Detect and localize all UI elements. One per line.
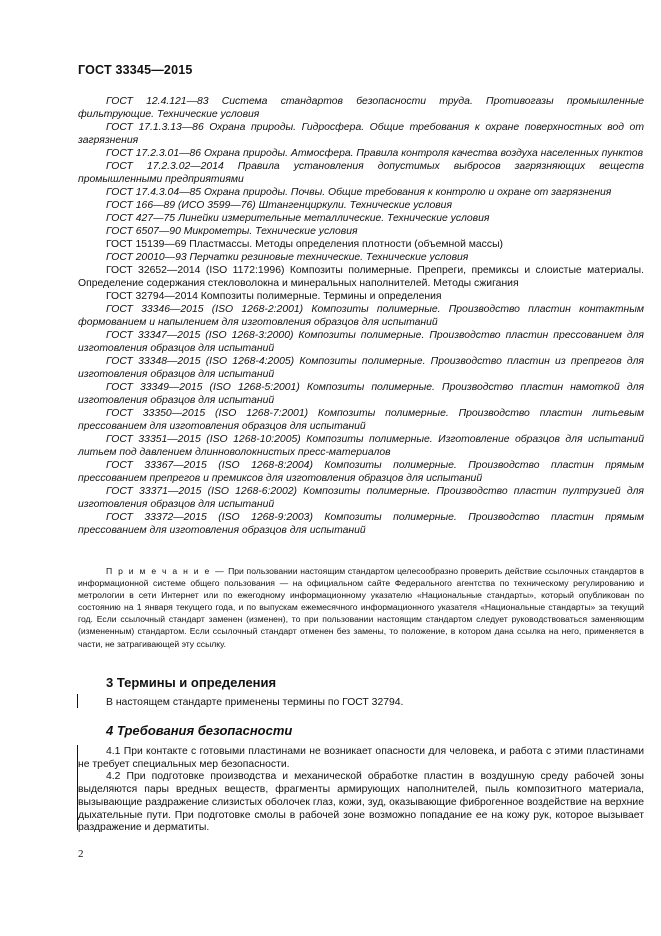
- references-note: [78, 565, 644, 650]
- reference-item: ГОСТ 427—75 Линейки измерительные металлические. Технические условия: [106, 213, 490, 224]
- reference-item: ГОСТ 12.4.121—83 Система стандартов безопасности труда. Противогазы промышленные фильтрующие. Технические условия: [78, 96, 644, 120]
- change-bar: [77, 694, 78, 708]
- reference-item: ГОСТ 20010—93 Перчатки резиновые технические. Технические условия: [106, 252, 469, 263]
- reference-item: ГОСТ 32794—2014 Композиты полимерные. Термины и определения: [106, 291, 442, 302]
- reference-item: ГОСТ 17.2.3.01—86 Охрана природы. Атмосфера. Правила контроля качества воздуха населенных пунктов: [106, 148, 643, 159]
- reference-item: ГОСТ 33346—2015 (ISO 1268-2:2001) Композиты полимерные. Производство пластин контактным формованием и напылением для изготовления образцов для испытаний: [78, 304, 644, 328]
- note-text: При пользовании настоящим стандартом целесообразно проверить действие ссылочных стандартов в информационной системе общего пользования — на официальном сайте Федерального агентства по техническому регулированию и метрологии в сети Интернет или по ежегодному информационному указателю «Национальные стандарты», который опубликован по состоянию на 1 января текущего года, и по выпускам ежемесячного информационного указателя «Национальные стандарты» за текущий год. Если ссылочный стандарт заменен (изменен), то при пользовании настоящим стандартом следует руководствоваться заменяющим (измененным) стандартом. Если ссылочный стандарт отменен без замены, то положение, в котором дана ссылка на него, применяется в части, не затрагивающей эту ссылку.: [78, 566, 644, 649]
- paragraph-4-1: 4.1 При контакте с готовыми пластинами не возникает опасности для человека, и работа с этими пластинами не требует специальных мер безопасности.: [78, 746, 644, 770]
- reference-item: ГОСТ 33371—2015 (ISO 1268-6:2002) Композиты полимерные. Производство пластин пултрузией для изготовления образцов для испытаний: [78, 486, 644, 510]
- section-3-title: 3 Термины и определения: [106, 675, 277, 690]
- reference-item: ГОСТ 33347—2015 (ISO 1268-3:2000) Композиты полимерные. Производство пластин прессованием для изготовления образцов для испытаний: [78, 330, 644, 354]
- reference-item: ГОСТ 15139—69 Пластмассы. Методы определения плотности (объемной массы): [106, 239, 503, 250]
- reference-item: ГОСТ 33349—2015 (ISO 1268-5:2001) Композиты полимерные. Производство пластин намоткой для изготовления образцов для испытаний: [78, 382, 644, 406]
- reference-item: ГОСТ 32652—2014 (ISO 1172:1996) Композиты полимерные. Препреги, премиксы и слоистые материалы. Определение содержания стекловолокна и минеральных наполнителей. Методы сжигания: [78, 265, 644, 289]
- document-header: ГОСТ 33345—2015: [78, 63, 193, 77]
- reference-item: ГОСТ 6507—90 Микрометры. Технические условия: [106, 226, 358, 237]
- page-number: 2: [78, 848, 84, 860]
- normative-references-list: [78, 95, 644, 537]
- reference-item: ГОСТ 33372—2015 (ISO 1268-9:2003) Композиты полимерные. Производство пластин прямым прессованием для изготовления образцов для испытаний: [78, 512, 644, 536]
- reference-item: ГОСТ 33348—2015 (ISO 1268-4:2005) Композиты полимерные. Производство пластин из препрегов для изготовления образцов для испытаний: [78, 356, 644, 380]
- reference-item: ГОСТ 33351—2015 (ISO 1268-10:2005) Композиты полимерные. Изготовление образцов для испытаний литьем под давлением длинноволокнистых пресс-материалов: [78, 434, 644, 458]
- note-label: П р и м е ч а н и е —: [106, 566, 226, 576]
- reference-item: ГОСТ 17.1.3.13—86 Охрана природы. Гидросфера. Общие требования к охране поверхностных вод от загрязнения: [78, 122, 644, 146]
- reference-item: ГОСТ 166—89 (ИСО 3599—76) Штангенциркули. Технические условия: [106, 200, 452, 211]
- section-4-body: [78, 746, 644, 835]
- reference-item: ГОСТ 33350—2015 (ISO 1268-7:2001) Композиты полимерные. Производство пластин литьевым прессованием для изготовления образцов для испытаний: [78, 408, 644, 432]
- reference-item: ГОСТ 17.2.3.02—2014 Правила установления допустимых выбросов загрязняющих веществ промышленными предприятиями: [78, 161, 644, 185]
- section-4-title: 4 Требования безопасности: [106, 723, 293, 738]
- reference-item: ГОСТ 33367—2015 (ISO 1268-8:2004) Композиты полимерные. Производство пластин прямым прессованием препрегов и премиксов для изготовления образцов для испытаний: [78, 460, 644, 484]
- section-3-text: В настоящем стандарте применены термины по ГОСТ 32794.: [106, 697, 404, 708]
- paragraph-4-2: 4.2 При подготовке производства и механической обработке пластин в воздушную среду рабочей зоны выделяются пары вредных веществ, фрагменты армирующих наполнителей, пыль композитного материала, вызывающие раздражение слизистых оболочек глаз, кожи, зуд, оказывающие фиброгенное воздействие на верхние дыхательные пути. При подготовке смолы в рабочей зоне возможно попадание ее на кожу рук, которое вызывает раздражение и дерматиты.: [78, 771, 644, 834]
- reference-item: ГОСТ 17.4.3.04—85 Охрана природы. Почвы. Общие требования к контролю и охране от загрязнения: [106, 187, 612, 198]
